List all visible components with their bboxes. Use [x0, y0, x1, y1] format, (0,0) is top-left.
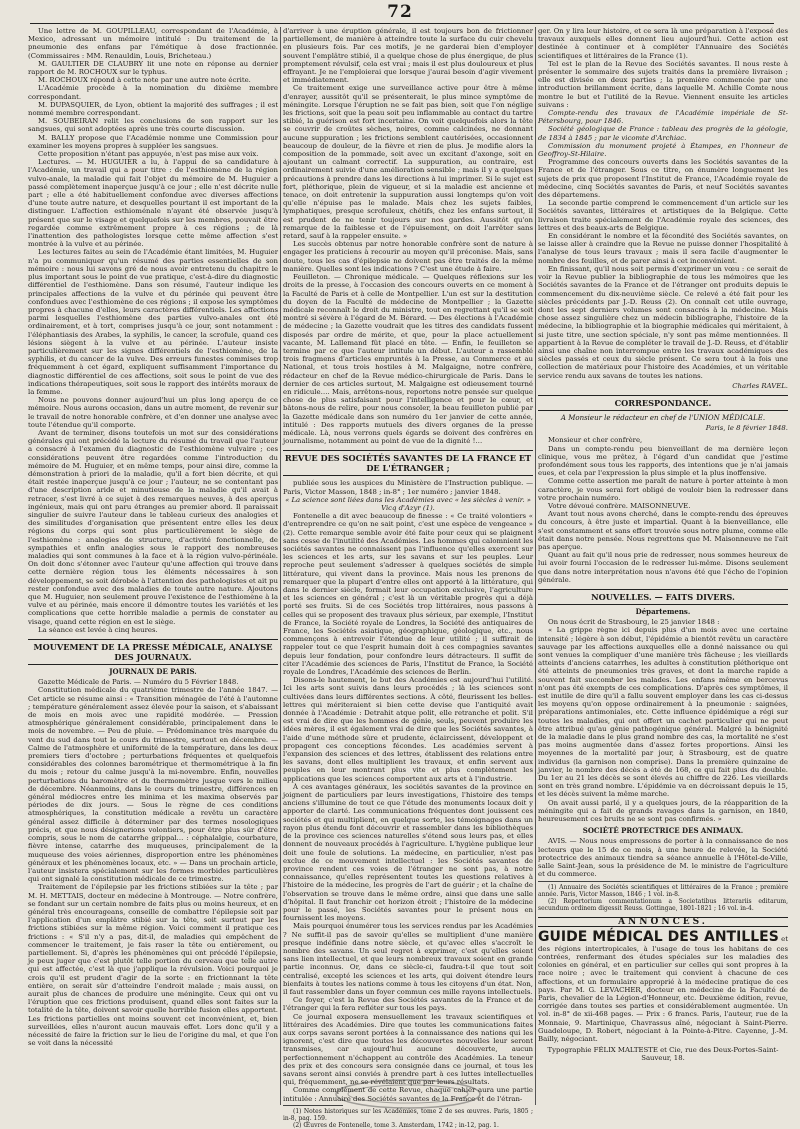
column-3	[538, 27, 788, 1105]
section-title-press: MOUVEMENT DE LA PRESSE MÉDICALE, ANALYSE DES JOURNAUX.	[28, 639, 278, 665]
paragraph: Comme complément de cette Revue, chaque cahier aura une partie intitulée : Annuaire des Sociétés savantes de la France et de l'étran-	[283, 1086, 533, 1103]
paragraph: Monsieur et cher confrère,	[548, 436, 643, 445]
paragraph: Cette proposition n'étant pas appuyée, n'est pas mise aux voix.	[38, 150, 259, 159]
section-title-correspondence: CORRESPONDANCE.	[538, 395, 788, 411]
letter-address: A Monsieur le rédacteur en chef de l'UNION MÉDICALE.	[560, 413, 766, 422]
paragraph: Comme cette assertion me paraît de nature à porter atteinte à mon caractère, je vous serai fort obligé de vouloir bien la redresser dans votre prochain numéro.	[538, 477, 788, 502]
paragraph: M. SOUBEIRAN relit les conclusions de son rapport sur les sangsues, qui sont adoptées après une très courte discussion.	[28, 117, 278, 134]
column-2	[283, 27, 533, 1129]
signature: Charles RAVEL.	[732, 381, 788, 390]
column-1	[28, 27, 278, 1105]
header-rule	[30, 23, 774, 24]
paragraph: Tel est le plan de la Revue des Sociétés savantes. Il nous reste à présenter le sommaire des sujets traités dans la première livraison ; elle est divisée en deux parties ; la première commencée par une introduction brillamment écrite, dans laquelle M. Achille Comte nous montre le but et l'utilité de la Revue. Viennent ensuite les articles suivans :	[538, 59, 788, 109]
paragraph: Disons-le hautement, le but des Académies est aujourd'hui l'utilité. Ici les arts sont suivis dans leurs procédés ; là les sciences sont cultivées dans leurs différentes sections. À côté, fleurissent les belles-lettres qui mériteraient si bien cette devise que l'antiquité avait donnée à l'Académie : Detrahit atque polit, elle retranche et polit. S'il est vrai de dire que les hommes de génie, seuls, peuvent produire les idées mères, il est également vrai de dire que les Sociétés savantes, à l'aide d'une méthode sûre et prudente, éclaircissent, développent et propagent ces conceptions fécondes. Les académies servent à l'expansion des sciences et des lettres, établissent des relations entre les savans, dont elles multiplient les travaux, et enfin servent aux peuples en leur montrant plus vite et plus complètement les applications que les sciences comportent aux arts et à l'industrie.	[283, 676, 533, 783]
section-subtitle: Départemens.	[635, 607, 691, 616]
paragraph: La séance est levée à cinq heures.	[38, 625, 158, 634]
footnote: (1) Annuaire des Sociétés scientifiques et littéraires de la France ; première année. Paris, Victor Masson, 1846 ; 1 vol. in-8.	[538, 883, 788, 898]
paragraph: Programme des concours ouverts dans les Sociétés savantes de la France et de l'étranger. Sous ce titre, on énumère longuement les sujets de prix que proposent l'Institut de France, l'Académie royale de médecine, cinq Sociétés savantes de Paris, et neuf Sociétés savantes des départemens.	[538, 158, 788, 200]
paragraph: Gazette Médicale de Paris. — Numéro du 5 Février 1848.	[38, 678, 239, 687]
paragraph: L'Académie procède à la nomination du dixième membre correspondant.	[28, 84, 278, 101]
ad-title: GUIDE MÉDICAL DES ANTILLES	[538, 928, 779, 945]
column-separator	[280, 27, 281, 1105]
section-title-news: NOUVELLES. — FAITS DIVERS.	[538, 589, 788, 605]
page-number: 72	[387, 2, 413, 22]
section-subtitle: JOURNAUX DE PARIS.	[109, 667, 197, 677]
footnote: (2) Repertorium commentationum a Societatibus litterariis editarum, secundum ordinem digessit Reuss. Gottingae, 1801-1821 ; 16 vol. in-4.	[538, 897, 788, 912]
paragraph: Compte-rendu des travaux de l'Académie impériale de St-Pétersbourg, pour 1846.	[538, 109, 788, 126]
paragraph: M. DUPASQUIER, de Lyon, obtient la majorité des suffrages ; il est nommé membre correspondant.	[28, 100, 278, 118]
printer-line: Typographie FÉLIX MALTESTE et Cie, rue des Deux-Portes-Saint-Sauveur, 18.	[547, 1046, 779, 1063]
paragraph: En finissant, qu'il nous soit permis d'exprimer un vœu : ce serait de voir la Revue publier la bibliographie de tous les mémoires que les Sociétés savantes de la France et de l'étranger ont produits depuis le commencement du dix-neuvième siècle. Ce relevé a été fait pour les siècles précédents par J.-D. Reuss (2). On connaît cet utile ouvrage, dont les sept derniers volumes sont consacrés à la médecine. Mais chose assez singulière chez un médecin bibliographe, l'histoire de la médecine, la bibliographie et la biographie médicales qui méritaient, à si juste titre, une section spéciale, n'y sont pas même mentionnées. Il appartient à la Revue de compléter le travail de J.-D. Reuss, et d'établir ainsi une chaîne non interrompue entre les travaux académiques des siècles passés et ceux du siècle présent. Ce sera tout à la fois une collection de matériaux pour l'histoire des Académies, et un véritable service rendu aux savans de toutes les nations.	[538, 264, 788, 380]
paragraph: Une lettre de M. GOUPILLEAU, correspondant de l'Académie, à Mexico, adressant un mémoire intitulé : Du traitement de la pneumonie des enfans par l'émétique à dose fractionnée. (Commissaires : MM. Renauldin, Louis, Bricheteau.)	[28, 27, 278, 60]
ad-text: et des régions intertropicales, à l'usage de tous les habitans de ces contrées, renfermant des études spéciales sur les maladies des colonies en général, et en particulier sur celles qui sont propres à la race noire ; avec le traitement qui convient à chacune de ces affections, et un formulaire approprié à la médecine pratique de ces pays. Par M. G. LEVACHER, docteur en médecine de la Faculté de Paris, chevalier de la Légion-d'Honneur, etc. Deuxième édition, revue, corrigée dans toutes ses parties et considérablement augmentée. Un vol. in-8° de xii-468 pages. — Prix : 6 francs. Paris, l'auteur, rue de la Monnaie, 9. Martinique, Chavrassus aîné, négociant à Saint-Pierre. Guadeloupe, D. Robert, négociant à la Pointe-à-Pitre. Cayenne, J.-M. Bailly, négociant.	[538, 934, 788, 1043]
paragraph: Mais pourquoi énumérer tous les services rendus par les Académies ? Ne suffit-il pas de savoir qu'elles se multiplient d'une manière presque indéfinie dans notre siècle, et qu'avec elles s'accroît le nombre des savans. Un seul regret à exprimer, c'est qu'elles soient sans lien intellectuel, et que leurs nombreux travaux soient en grande partie inconnus. Or, dans ce siècle-ci, faudra-t-il que tout soit centralisé, excepté les sciences et les arts, qui doivent étendre leurs bienfaits à toutes les nations comme à tous les citoyens d'un état. Non, il faut rassembler dans un foyer commun ces mille rayons intellectuels.	[283, 922, 533, 996]
paragraph: Nous ne pouvons donner aujourd'hui un plus long aperçu de ce mémoire. Nous aurons occasion, dans un autre moment, de revenir sur le travail de notre honorable confrère, et d'en donner une analyse avec toute l'étendue qu'il comporte.	[28, 396, 278, 429]
paragraph: AVIS. — Nous nous empressons de porter à la connaissance de nos lecteurs que le 15 de ce mois, à une heure de relevée, la Société protectrice des animaux tiendra sa séance annuelle à l'Hôtel-de-Ville, salle Saint-Jean, sous la présidence de M. le ministre de l'agriculture et du commerce.	[538, 837, 788, 879]
paragraph: Traitement de l'épilepsie par les frictions stibiées sur la tête ; par M. H. METTAIS, docteur en médecine à Montrouge. — Notre confrère, se fondant sur un certain nombre de faits plus ou moins heureux, et en général très encourageans, conseille de combattre l'épilepsie soit par l'application d'un emplâtre stibié sur la tête, soit surtout par les frictions stibiées sur la même région. Voici comment il pratique ces frictions : « S'il n'y a pas, dit-il, de maladies qui empêchent de commencer le traitement, je fais raser la tête ou entièrement, ou partiellement. Si, d'après les phénomènes qui ont précédé l'épilepsie, je peux juger que c'est plutôt telle portion du cerveau que telle autre qui est affectée, c'est là que j'applique la révulsion. Voici pourquoi je crois qu'il est prudent d'agir de la sorte : en frictionnant la tête entière, on serait sûr d'atteindre l'endroit malade ; mais aussi, on aurait plus de chances de produire une méningite. Ceux qui ont vu l'éruption que ces frictions produisent, quand elles sont faites sur la totalité de la tête, doivent savoir quelle horrible fusion elles apportent. Les frictions partielles ont moins souvent cet inconvénient, et, bien surveillées, elles n'auront aucun mauvais effet. Lors donc qu'il y a nécessité de faire la friction sur le lieu de l'origine du mal, et que l'on se voit dans la nécessité	[28, 883, 278, 1048]
advertisement	[538, 930, 788, 1043]
paragraph: Fontenelle a dit avec beaucoup de finesse : « Ce traité volontiers « d'entreprendre ce qu'on ne sait point, c'est une espèce de vengeance » (2). Cette remarque semble avoir été faite pour ceux qui se plaignent sans cesse de l'inutilité des Académies. Les hommes qui calomnient les sociétés savantes ne connaissent pas l'influence qu'elles exercent sur les sciences et les arts, sur les savans et sur les peuples. Leur reproche peut seulement s'adresser à quelques sociétés de simple littérature, qui vivent dans la province. Mais nous les prenons de remarquer que la plupart d'entre elles ont apporté à la littérature, qui dans le dernier siècle, formait leur occupation exclusive, l'agriculture et les sciences en général ; c'est là un véritable progrès qui a déjà porté ses fruits. Si de ces Sociétés trop littéraires, nous passons à celles qui se proposent des travaux plus sérieux, par exemple, l'Institut de France, la Société royale de Londres, la Société des antiquaires de France, les Sociétés asiatique, géographique, géologique, etc., nous commençons à entrevoir l'étendue de leur utilité ; il suffirait de rappeler tout ce que l'esprit humain doit à ces compagnies savantes depuis leur fondation, pour confondre leurs détracteurs. Il suffit de citer l'Académie des sciences de Paris, l'Institut de France, la Société royale de Londres, l'Académie des sciences de Berlin.	[283, 512, 533, 677]
paragraph: Dans un compte-rendu peu bienveillant de ma dernière leçon clinique, vous me prêtez, à l'égard d'un candidat que j'estime profondément sous tous les rapports, des intentions que je n'ai jamais eues, et cela par l'expression la plus simple et la plus inoffensive.	[538, 444, 788, 478]
paragraph: À ces avantages généraux, les sociétés savantes de la province en joignent de particuliers par leurs investigations, l'histoire des temps anciens s'illumine de tout ce que l'étude des monuments locaux doit y apporter de clarté. Les communications fréquentes dont jouissent ces sociétés et qui multiplient, en quelque sorte, les témoignages dans un rayon plus étendu font découvrir et rassembler dans les bibliothèques de la province ces sciences naturelles s'étend sous leurs pas, et elles donnent de nouveaux procédés à l'agriculture. L'hygiène publique leur doit une foule de solutions. La médecine, en particulier, n'est pas exclue de ce mouvement intellectuel : les Sociétés savantes de province rendent ces voies de l'étranger ne sont pas, à notre connaissance, qu'elles représentent toutes les questions relatives à l'histoire de la médecine, les progrès de l'art de guérir ; et la chaîne de l'observation se trouve dans le même ordre, ainsi que dans une salle d'hôpital. Il faut franchir cet horizon étroit ; l'histoire de la médecine pour le passé, les Sociétés savantes pour le présent nous en fournissent les moyens.	[283, 782, 533, 923]
letter-date: Paris, le 8 février 1848.	[705, 424, 788, 433]
paragraph: M. GAULTIER DE CLAUBRY lit une note en réponse au dernier rapport de M. ROCHOUX sur le typhus.	[28, 59, 278, 77]
paragraph: Commission du monument projeté à Étampes, en l'honneur de Geoffroy-St-Hilaire.	[538, 141, 788, 159]
footnote: (1) Notes historiques sur les Académies, tome 2 de ses œuvres. Paris, 1805 ; in-8, pag. 159.	[283, 1107, 533, 1122]
paragraph: On avait aussi parlé, il y a quelques jours, de la réapparition de la méningite qui a fait de grands ravages dans la garnison, en 1840, heureusement ces bruits ne se sont pas confirmés. »	[538, 798, 788, 824]
paragraph: M. ROCHOUX répond à cette note par une autre note écrite.	[38, 76, 251, 85]
paragraph: Constitution médicale du quatrième trimestre de l'année 1847. — Cet article se résume ainsi : « Transition ménagée de l'été à l'automne ; température généralement assez élevée pour la saison, et s'abaissant de mois en mois avec une rapidité modérée. — Pression atmosphérique généralement considérable, principalement dans le mois de novembre. — Peu de pluie. — Prédominance très marquée du vent du sud dans tout le cours du trimestre, surtout en décembre. — Calme de l'atmosphère et uniformité de la température, dans les deux premiers tiers d'octobre ; perturbations fréquentes et quelquefois considérables des colonnes barométrique et thermométrique à la fin du mois ; retour du calme jusqu'à la mi-novembre. Enfin, nouvelles perturbations du baromètre et du thermomètre jusque vers le milieu de décembre. Néanmoins, dans le cours du trimestre, différences en général médiocres entre les minima et les maxima observés par périodes de dix jours. — Sous le règne de ces conditions atmosphériques, la constitution médicale a revêtu un caractère général assez difficile à déterminer par des termes nosologiques précis, et que nous désignerions volontiers, pour être plus sûr d'être compris, sous le nom de catarrhe grippal… : céphalalgie, courbature, fièvre intense, catarrhe des muqueuses, principalement de la muqueuse des voies aériennes, disproportion entre les phénomènes généraux et les phénomènes locaux, etc. » — Dans un prochain article, l'auteur insistera spécialement sur les formes morbides particulières qui ont signalé la constitution médicale de ce trimestre.	[28, 686, 278, 884]
paragraph: Les succès obtenus par notre honorable confrère sont de nature à engager les praticiens à recourir au moyen qu'il préconise. Mais, sans doute, tous les cas d'épilepsie ne doivent pas être traités de la même manière. Quelles sont les indications ? C'est une étude à faire.	[283, 240, 533, 273]
paragraph: Lectures. — M. HUGUIER a lu, à l'appui de sa candidature à l'Académie, un travail qui a pour titre : de l'esthiomène de la région vulvo-anale, la maladie qui fait l'objet du mémoire de M. Huguier a passé complètement inaperçue jusqu'à ce jour ; elle n'est décrite nulle part ; elle a été habituellement confondue avec diverses affections d'une toute autre nature, et desquelles pourtant il est important de la distinguer. L'affection esthioménale n'ayant été observée jusqu'à présent que sur le visage et quelquefois sur les membres, pouvait être regardée comme extrêmement propre à ces régions ; de là l'inattention des pathologistes lorsque cette même affection s'est montrée à la vulve et au périnée.	[28, 158, 278, 249]
paragraph: Avant de terminer, disons toutefois un mot sur des considérations générales qui ont précédé la lecture du résumé du travail que l'auteur a consacré à l'examen du diagnostic de l'esthiomène vulvaire ; ces considérations peuvent être regardées comme l'introduction du mémoire de M. Huguier, et en même temps, pour ainsi dire, comme la démonstration à priori de la maladie, qu'il a fort bien décrite, et qui était restée inaperçue jusqu'à ce jour ; l'auteur, ne se contentant pas d'une description aride et minutieuse de la maladie qu'il avait à retracer, s'est livré à ce sujet à des remarques neuves, à des aperçus ingénieux, mais qui ont paru étranges au premier abord. Il paraissait singulier de suivre l'auteur dans le tableau curieux des analogies et des similitudes d'organisation que présentent entre elles les deux régions du corps qui sont plus particulièrement le siège de l'esthiomène : analogies de structure, d'activité fonctionnelle, de sympathies et enfin analogies sous le rapport des nombreuses maladies qui sont communes à la face et à la région vulvo-périnéale. On doit donc s'étonner avec l'auteur qu'une affection qui trouve dans cette dernière région tous les éléments nécessaires à son développement, se soit dérobée à l'attention des pathologistes et ait pu rester confondue avec des maladies de toute autre nature. Ajoutons que M. Huguier, non seulement prouve l'existence de l'esthiomène à la vulve et au périnée, mais encore il démontre toutes les variétés et les complications que cette horrible maladie a permis de constater au visage, quand cette région en est le siège.	[28, 428, 278, 626]
epigraph: « La science sont liées dans les Académies avec « les siècles à venir. » Vicq d'Azyr (1).	[285, 495, 531, 512]
paragraph: ger. On y lira leur histoire, et ce sera là une préparation à l'exposé des travaux auxquels elles donnent lieu aujourd'hui. Cette action est destinée à continuer et à compléter l'Annuaire des Sociétés scientifiques et littéraires de la France (1).	[538, 27, 788, 60]
paragraph: Quant au fait qu'il nous prie de redresser, nous sommes heureux de lui avoir fourni l'occasion de le redresser lui-même. Disons seulement que dans notre interprétation nous n'avons été que l'écho de l'opinion générale.	[538, 551, 788, 584]
column-separator	[535, 27, 536, 1105]
footnote-rule	[538, 881, 788, 882]
paragraph: Ce journal exposera mensuellement les travaux scientifiques et littéraires des Académies. Dire que toutes les communications faites aux corps savans seront portées à la connaissance des nations qui les ignorent, c'est dire que toutes les découvertes nouvelles leur seront transmises, car aujourd'hui aucune découverte, aucun perfectionnement n'échappent au contrôle des Académies. La teneur des prix et des concours sera consignée dans ce journal, et tous les savans seront ainsi conviés à prendre part à ces luttes intellectuelles qui, fréquemment, ne se révélaient que par leurs résultats.	[283, 1012, 533, 1087]
paragraph: Avant tout nous avons cherché, dans le compte-rendu des épreuves du concours, à être juste et impartial. Quant à la bienveillance, elle s'est constamment et sans effort trouvée sous notre plume, comme elle était dans notre pensée. Nous regrettons que M. Maisonneuve ne l'ait pas aperçue.	[538, 510, 788, 551]
paragraph: En considérant le nombre et la fécondité des Sociétés savantes, on se laisse aller à craindre que la Revue ne puisse donner l'hospitalité à l'analyse de tous leurs travaux ; mais il sera facile d'augmenter le nombre des feuilles, et de parer ainsi à cet inconvénient.	[538, 232, 788, 265]
section-title-ads: ANNONCES.	[538, 917, 788, 927]
paragraph: M. BALLY propose que l'Académie nomme une Commission pour examiner les moyens propres à suppléer les sangsues.	[28, 133, 278, 150]
section-title-societies: REVUE DES SOCIÉTÉS SAVANTES DE LA FRANCE ET DE L'ÉTRANGER ;	[283, 450, 533, 476]
paragraph: publiée sous les auspices du Ministère de l'Instruction publique. — Paris, Victor Masson, 1848 ; in-8° ; 1er numéro ; janvier 1848.	[283, 479, 533, 496]
paragraph: Ce foyer, c'est la Revue des Sociétés savantes de la France et de l'étranger qui la fera refléter sur tous les pays.	[283, 996, 533, 1013]
paragraph: Société géologique de France : tableau des progrès de la géologie, de 1834 à 1845 ; par le vicomte d'Archiac.	[538, 125, 788, 142]
footnote: (2) Œuvres de Fontenelle, tome 3. Amsterdam, 1742 ; in-12, pag. 1.	[293, 1121, 499, 1129]
paragraph: « La grippe règne ici depuis plus d'un mois avec une certaine intensité ; légère à son début, l'épidémie a bientôt revêtu un caractère sauvage par les affections auxquelles elle a donné naissance ou qui sont venues la compliquer d'une manière très fâcheuse ; les vieillards atteints d'anciens catarrhes, les adultes à constitution pléthorique ont été atteints de pneumonies très graves, et dont la marche rapide a souvent fait succomber les malades. Les enfans même en bercevus n'ont pas été exempts de ces complications. D'après ces symptômes, il est inutile de dire qu'il a fallu souvent employer dans les cas ci-dessus les moyens qu'on oppose ordinairement à la pneumonie : saignées, préparations antimoniales, etc. Cette influence épidémique a régi sur toutes les maladies, qui ont offert un cachet particulier qui ne peut être attribué qu'au génie pathogénique général. Malgré la bénignité de la maladie dans le plus grand nombre des cas, la mortalité ne s'est pas moins augmentée dans d'assez fortes proportions. Ainsi les moyennes de la mortalité par jour, à Strasbourg, est de quatre individus (la garnison non comprise). Dans la première quinzaine de janvier, le nombre des décès a été de 168, ce qui fait plus du double. Du 1er au 21 les décès se sont élevés au chiffre de 226. Les vieillards sont en très grand nombre. L'épidémie va en décroissant depuis le 15, et les décès suivent la même marche.	[538, 626, 788, 799]
paragraph: Ce traitement exige une surveillance active pour être à même d'enrayer, aussitôt qu'il se présenterait, le plus mince symptôme de méningite. Lorsque l'éruption ne se fait pas bien, soit que l'on néglige les frictions, soit que la peau soit peu inflammable au contact du tartre stibié, la guérison est fort incertaine. On voit quelquefois alors la tête se couvrir de croûtes sèches, noires, comme calcinées, ne donnant aucune suppuration ; les frictions semblent cautérisées, occasionnent beaucoup de douleur, de la fièvre et rien de plus. Je modifie alors la composition de la pommade, soit avec un excitant d'axonge, soit en ajoutant un calmant correctif. La suppuration, au contraire, est ordinairement suivie d'une amélioration sensible ; mais il y a quelques précautions à prendre dans les directions à lui imprimer. Si le sujet est fort, pléthorique, plein de vigueur, et si la maladie est ancienne et tenace, on doit entretenir la suppuration aussi longtemps qu'on voit qu'elle n'épuise pas le malade. Mais chez les sujets faibles, lymphatiques, presque scrofuleux, chétifs, chez les enfans surtout, il est prudent de ne tenir toujours sur nos gardes. Aussitôt qu'on remarque de la faiblesse et de l'épuisement, on doit l'arrêter sans retard, sauf à la rappeler ensuite. »	[283, 84, 533, 241]
paragraph: Votre dévoué confrère. MAISONNEUVE.	[548, 501, 691, 510]
paragraph: Feuilleton. — Chronique médicale. — Quelques réflexions sur les droits de la presse, à l'occasion des concours ouverts en ce moment à la Faculté de Paris et à celle de Montpellier. L'un est sur la destitution du doyen de la Faculté de médecine de Montpellier ; la Gazette médicale reconnaît le droit du ministre, tout en regrettant qu'il se soit montré si sévère à l'égard de M. Bérard. — Des élections à l'Académie de médecine ; la Gazette voudrait que les titres des candidats fussent disposés par ordre de mérite, et que, pour la place actuellement vacante, M. Lallemand fût placé en tête. — Enfin, le feuilleton se termine par ce que l'auteur intitule un début. L'auteur a rassemblé trois fragmens d'articles empruntés à la Presse, au Commerce et au National, et tous trois hostiles à M. Malgaigne, notre confrère, rédacteur en chef de la Revue médico-chirurgicale de Paris. Dans le dernier de ces articles surtout, M. Malgaigne est odieusement tourné en ridicule…. Mais, arrêtons-nous, reportons notre pensée sur quelque chose de plus satisfaisant pour l'intelligence et pour le cœur, et bâtons-nous de relire, pour nous consoler, la beau feuilleton publié par la Gazette médicale dans son numéro du 1er janvier de cette année, intitulé : Des rapports mutuels des divers organes de la presse médicale. Là, nous verrons quels égards se doivent des confrères en journalisme, notamment au point de vue de la dignité !…	[283, 273, 533, 446]
section-subtitle: SOCIÉTÉ PROTECTRICE DES ANIMAUX.	[582, 826, 744, 836]
paragraph: La seconde partie comprend le commencement d'un article sur les Sociétés savantes, littéraires et artistiques de la Belgique. Cette livraison traite spécialement de l'Académie royale des sciences, des lettres et des beaux-arts de Belgique.	[538, 199, 788, 232]
paragraph: On nous écrit de Strasbourg, le 25 janvier 1848 :	[548, 618, 720, 627]
paragraph: d'arriver à une éruption générale, il est toujours bon de frictionner partiellement, de manière à atteindre toute la surface du cuir chevelu en plusieurs fois. Par ces motifs, je ne garderai bien d'employer souvent l'emplâtre stibié, il a quelque chose de plus énergique, de plus promptement révulsif, cela est vrai ; mais il est plus douloureux et plus effrayant. Je ne l'emploierai que lorsque j'aurai besoin d'agir vivement et immédiatement.	[283, 27, 533, 85]
paragraph: Les lectures faites au sein de l'Académie étant limitées, M. Huguier n'a pu communiquer qu'un résumé des parties essentielles de son mémoire : nous lui savons gré de nous avoir entretenu du chapitre le plus important sous le point de vue pratique, c'est-à-dire du diagnostic différentiel de l'esthiomène. Dans son résumé, l'auteur indique les principales affections de la vulve et du périnée qui peuvent être confondues avec l'esthiomène de ces régions ; il expose les symptômes propres à chacune d'elles, leurs caractères différentiels. Les affections parmi lesquelles l'esthiomène des parties vulvo-anales ont été ordinairement, et à tort, comprises jusqu'à ce jour, sont notamment : l'éléphantiasis des Arabes, la syphilis, le cancer, la scrofule, quand ces lésions siègent à la vulve et au périnée. L'auteur insiste particulièrement sur les signes différentiels de l'esthiomène, de la syphilis, et du cancer de la vulve. Des erreurs funestes commises trop fréquemment à cet égard, expliquent suffisamment l'importance du diagnostic différentiel de ces affections, soit sous le point de vue des indications thérapeutiques, soit sous le rapport des intérêts moraux de la femme.	[28, 248, 278, 396]
library-stamp	[333, 1078, 483, 1110]
